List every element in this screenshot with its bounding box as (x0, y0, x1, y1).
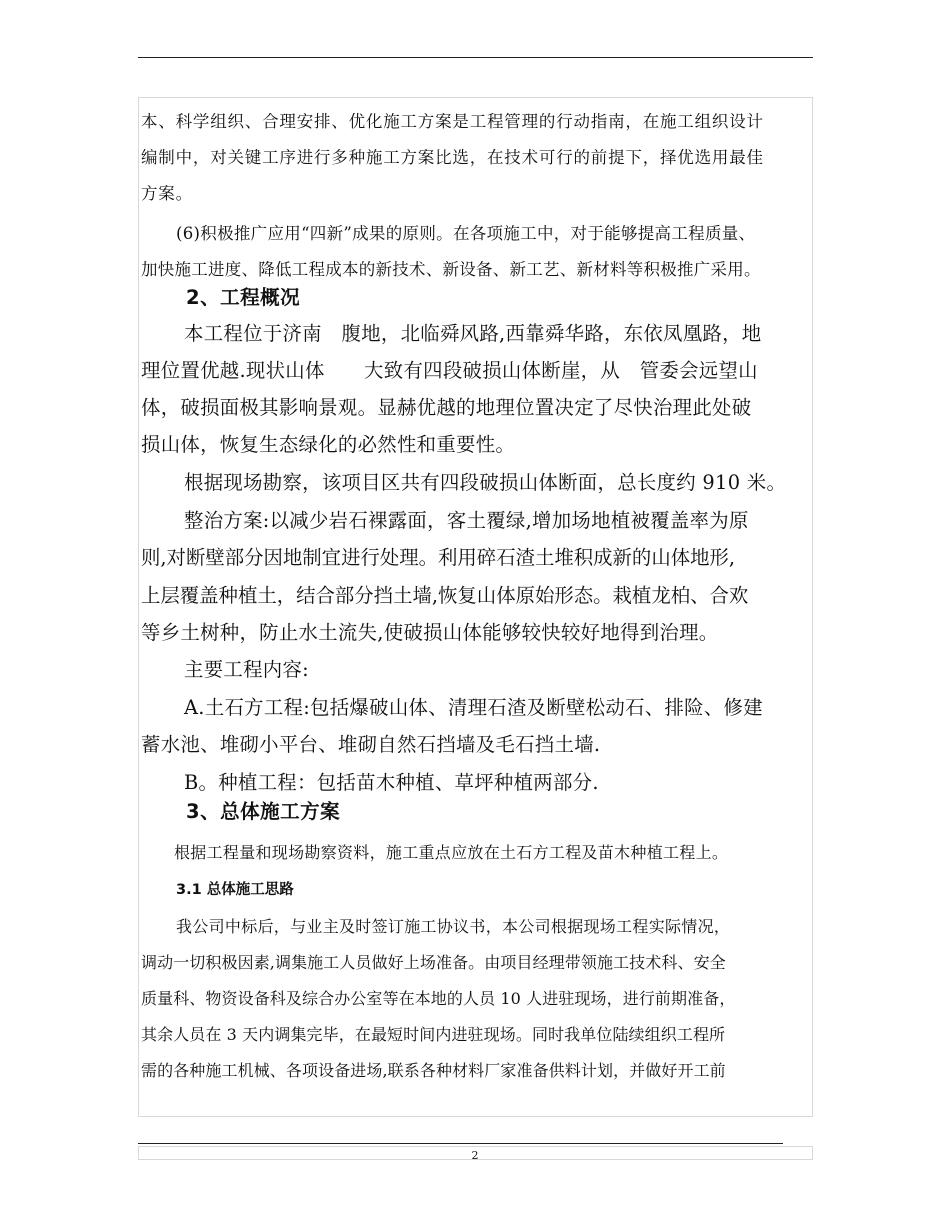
paragraph-line: 调动一切积极因素,调集施工人员做好上场准备。由项目经理带领施工技术科、安全 (141, 953, 726, 972)
paragraph-line: 等乡土树种，防止水土流失,使破损山体能够较快较好地得到治理。 (141, 621, 719, 644)
paragraph-line: 编制中，对关键工序进行多种施工方案比选，在技术可行的前提下，择优选用最佳 (141, 148, 764, 167)
paragraph-line: 本工程位于济南 腹地，北临舜风路,西靠舜华路，东依凤凰路，地 (184, 322, 762, 345)
paragraph-line: 蓄水池、堆砌小平台、堆砌自然石挡墙及毛石挡土墙. (141, 733, 601, 756)
footer-rule (138, 1143, 783, 1144)
paragraph-line: 需的各种施工机械、各项设备进场,联系各种材料厂家准备供料计划，并做好开工前 (141, 1061, 726, 1080)
paragraph-line: 损山体，恢复生态绿化的必然性和重要性。 (141, 433, 516, 456)
subsection-3-1-heading: 3.1 总体施工思路 (176, 882, 294, 898)
paragraph-line: 主要工程内容: (184, 658, 309, 681)
paragraph-line: 我公司中标后，与业主及时签订施工协议书，本公司根据现场工程实际情况， (176, 917, 731, 936)
header-rule (138, 57, 813, 58)
page-number: 2 (471, 1149, 479, 1162)
paragraph-line: 其余人员在 3 天内调集完毕，在最短时间内进驻现场。同时我单位陆续组织工程所 (141, 1025, 726, 1044)
paragraph-line: 根据工程量和现场勘察资料，施工重点应放在土石方工程及苗木种植工程上。 (174, 843, 729, 862)
paragraph-line: 理位置优越.现状山体 大致有四段破损山体断崖，从 管委会远望山 (141, 359, 758, 382)
paragraph-line: 体，破损面极其影响景观。显赫优越的地理位置决定了尽快治理此处破 (141, 396, 752, 419)
paragraph-line: (6)积极推广应用“四新”成果的原则。在各项施工中，对于能够提高工程质量、 (176, 224, 756, 243)
paragraph-line: A.土石方工程:包括爆破山体、清理石渣及断壁松动石、排险、修建 (184, 696, 763, 719)
paragraph-line: 上层覆盖种植土，结合部分挡土墙,恢复山体原始形态。栽植龙柏、合欢 (141, 584, 749, 607)
paragraph-line: B。种植工程：包括苗木种植、草坪种植两部分. (184, 771, 599, 794)
paragraph-line: 整治方案:以减少岩石裸露面，客土覆绿,增加场地植被覆盖率为原 (184, 509, 749, 532)
paragraph-line: 根据现场勘察，该项目区共有四段破损山体断面，总长度约 910 米。 (184, 471, 787, 494)
paragraph-line: 方案。 (141, 184, 193, 203)
paragraph-line: 质量科、物资设备科及综合办公室等在本地的人员 10 人进驻现场，进行前期准备， (141, 989, 736, 1008)
paragraph-line: 加快施工进度、降低工程成本的新技术、新设备、新工艺、新材料等积极推广采用。 (141, 260, 761, 279)
section-2-heading: 2、工程概况 (186, 286, 301, 309)
section-3-heading: 3、总体施工方案 (186, 800, 341, 823)
paragraph-line: 本、科学组织、合理安排、优化施工方案是工程管理的行动指南，在施工组织设计 (141, 112, 764, 131)
paragraph-line: 则,对断壁部分因地制宜进行处理。利用碎石渣土堆积成新的山体地形, (141, 546, 736, 569)
